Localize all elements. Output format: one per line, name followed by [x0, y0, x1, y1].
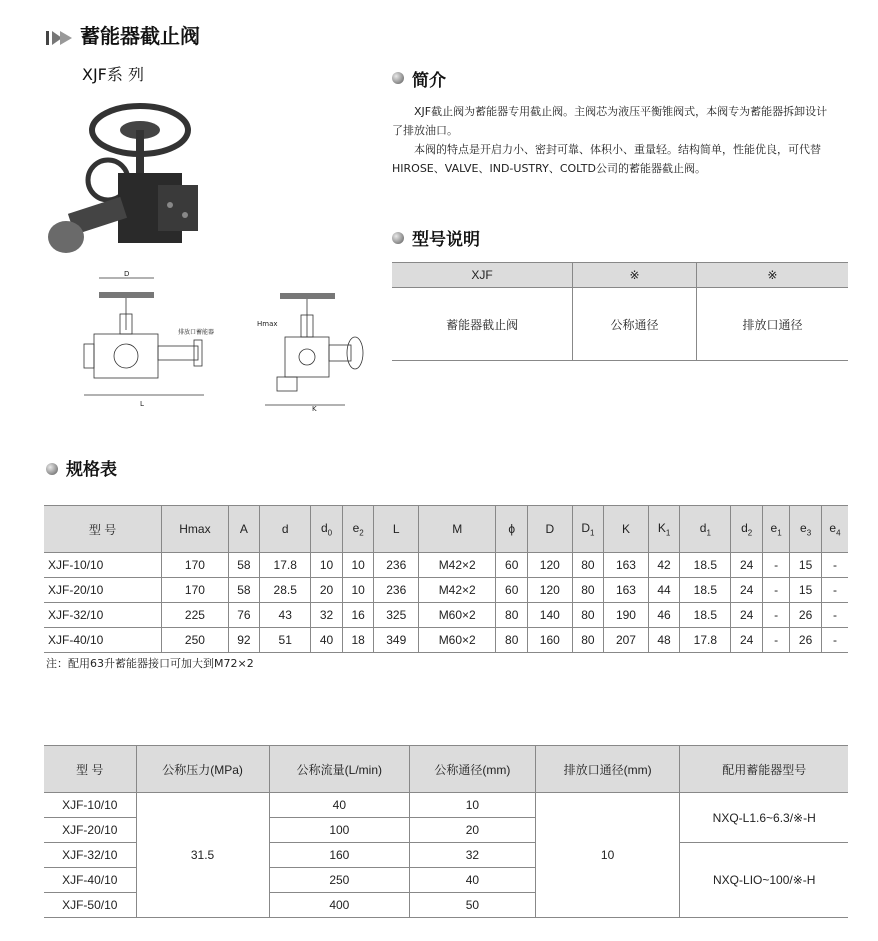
perf-model: XJF-20/10: [44, 818, 136, 843]
spec-column-main: 型 号: [88, 522, 117, 537]
spec-column-main: L: [392, 522, 400, 536]
spec-cell: 18.5: [680, 553, 731, 578]
perf-bore: 20: [410, 818, 536, 843]
spec-cell: M60×2: [419, 603, 496, 628]
spec-cell: 60: [496, 578, 528, 603]
perf-model: XJF-32/10: [44, 843, 136, 868]
perf-flow: 250: [269, 868, 410, 893]
intro-paragraph: 本阀的特点是开启力小、密封可靠、体积小、重量轻。结构简单，性能优良，可代替HIROSE、VALVE、IND-USTRY、COLTD公司的蓄能器截止阀。: [392, 143, 821, 175]
spec-column-header: [44, 506, 162, 553]
label-D: D: [124, 270, 130, 278]
front-view-drawing: [44, 270, 214, 415]
spec-cell: 207: [604, 628, 649, 653]
spec-cell: 163: [604, 553, 649, 578]
model-code-table: [392, 262, 848, 361]
spec-cell: 17.8: [260, 553, 311, 578]
spec-column-main: e: [770, 520, 778, 535]
spec-column-header: [731, 506, 763, 553]
spec-column-header: [311, 506, 343, 553]
spec-cell: 32: [311, 603, 343, 628]
spec-column-sub: 0: [327, 528, 333, 538]
perf-bore: 40: [410, 868, 536, 893]
label-drain: 排放口蓄能器: [178, 329, 215, 336]
perf-column-header: 型 号: [44, 746, 136, 793]
spec-cell: 349: [374, 628, 419, 653]
table-row: [44, 628, 848, 653]
spec-cell: M42×2: [419, 578, 496, 603]
spec-cell: 26: [790, 628, 822, 653]
spec-column-main: d: [699, 520, 707, 535]
intro-heading: 简介: [412, 71, 446, 91]
spec-cell: 26: [790, 603, 822, 628]
model-heading: 型号说明: [412, 230, 480, 250]
spec-column-header: [374, 506, 419, 553]
spec-column-header: [162, 506, 228, 553]
spec-column-header: [419, 506, 496, 553]
spec-cell: 24: [731, 553, 763, 578]
spec-column-sub: 2: [359, 528, 364, 538]
spec-column-header: [496, 506, 528, 553]
spec-column-main: e: [352, 520, 360, 535]
spec-cell: M60×2: [419, 628, 496, 653]
model-code-cell: 公称通径: [573, 288, 697, 361]
spec-cell: 51: [260, 628, 311, 653]
spec-heading: 规格表: [66, 460, 117, 480]
spec-cell: 76: [228, 603, 260, 628]
table-row: [44, 553, 848, 578]
perf-accumulator: NXQ-LIO~100/※-H: [680, 843, 848, 918]
spec-cell: 225: [162, 603, 228, 628]
spec-cell: -: [762, 628, 789, 653]
spec-column-sub: 4: [836, 528, 841, 538]
perf-column-header: 公称压力(MPa): [136, 746, 269, 793]
spec-column-header: [648, 506, 680, 553]
spec-cell: 325: [374, 603, 419, 628]
spec-cell: 20: [311, 578, 343, 603]
spec-cell: 236: [374, 578, 419, 603]
perf-flow: 40: [269, 793, 410, 818]
label-L: L: [140, 400, 144, 408]
spec-column-main: d: [741, 520, 748, 535]
spec-column-main: Hmax: [179, 522, 211, 536]
spec-column-header: [528, 506, 573, 553]
spec-column-header: [762, 506, 789, 553]
spec-cell: 24: [731, 603, 763, 628]
spec-cell: 160: [528, 628, 573, 653]
spec-cell: -: [821, 553, 848, 578]
spec-column-header: [342, 506, 374, 553]
spec-cell: 43: [260, 603, 311, 628]
label-K: K: [312, 405, 317, 413]
spec-column-header: [604, 506, 649, 553]
model-code-cell: 蓄能器截止阀: [392, 288, 573, 361]
perf-pressure: 31.5: [136, 793, 269, 918]
spec-cell: 24: [731, 578, 763, 603]
intro-text: [392, 102, 837, 178]
spec-column-main: K: [621, 522, 630, 536]
spec-cell: 80: [572, 553, 604, 578]
page-title: 蓄能器截止阀: [80, 24, 200, 48]
spec-cell: -: [762, 603, 789, 628]
spec-column-sub: 1: [777, 528, 782, 538]
spec-cell: 163: [604, 578, 649, 603]
spec-cell: 80: [572, 603, 604, 628]
spec-column-main: D: [581, 520, 590, 535]
spec-cell: 236: [374, 553, 419, 578]
spec-cell: 17.8: [680, 628, 731, 653]
spec-cell: -: [821, 578, 848, 603]
spec-cell: 140: [528, 603, 573, 628]
spec-cell: 18: [342, 628, 374, 653]
spec-cell: 170: [162, 553, 228, 578]
spec-column-sub: 1: [706, 528, 711, 538]
spec-column-sub: 1: [590, 528, 595, 538]
intro-paragraph: XJF截止阀为蓄能器专用截止阀。主阀芯为液压平衡锥阀式，本阀专为蓄能器拆卸设计了排放油口。: [392, 105, 828, 137]
spec-column-header: [790, 506, 822, 553]
spec-cell: 40: [311, 628, 343, 653]
model-code-header: ※: [696, 263, 848, 288]
model-code-header: ※: [573, 263, 697, 288]
spec-cell: XJF-32/10: [44, 603, 162, 628]
product-photo: [40, 95, 220, 265]
spec-note: 注：配用63升蓄能器接口可加大到M72×2: [46, 657, 254, 670]
spec-cell: 18.5: [680, 578, 731, 603]
spec-cell: 10: [342, 553, 374, 578]
perf-column-header: 排放口通径(mm): [535, 746, 680, 793]
spec-cell: 15: [790, 553, 822, 578]
spec-cell: 48: [648, 628, 680, 653]
spec-cell: 80: [572, 578, 604, 603]
perf-model: XJF-50/10: [44, 893, 136, 918]
spec-cell: 10: [311, 553, 343, 578]
spec-cell: 80: [496, 603, 528, 628]
perf-flow: 100: [269, 818, 410, 843]
spec-column-main: M: [452, 522, 463, 536]
spec-cell: 42: [648, 553, 680, 578]
spec-cell: -: [821, 603, 848, 628]
model-bullet-icon: [392, 232, 404, 244]
spec-cell: 58: [228, 553, 260, 578]
spec-table: [44, 505, 848, 653]
spec-column-sub: 2: [747, 528, 753, 538]
label-Hmax: Hmax: [257, 320, 278, 328]
spec-cell: 46: [648, 603, 680, 628]
spec-cell: XJF-10/10: [44, 553, 162, 578]
spec-cell: 16: [342, 603, 374, 628]
spec-column-main: e: [829, 520, 837, 535]
spec-column-main: D: [545, 522, 555, 536]
spec-cell: M42×2: [419, 553, 496, 578]
spec-cell: 24: [731, 628, 763, 653]
spec-cell: -: [762, 578, 789, 603]
spec-cell: 60: [496, 553, 528, 578]
model-code-header: XJF: [392, 263, 573, 288]
title-arrow-icon: [46, 29, 76, 47]
side-view-drawing: [255, 285, 380, 415]
performance-table: [44, 745, 848, 918]
spec-bullet-icon: [46, 463, 58, 475]
spec-column-sub: 1: [665, 528, 671, 538]
spec-column-main: ϕ: [508, 522, 516, 536]
perf-model: XJF-40/10: [44, 868, 136, 893]
spec-cell: 120: [528, 553, 573, 578]
spec-column-header: [572, 506, 604, 553]
spec-column-header: [228, 506, 260, 553]
spec-cell: -: [821, 628, 848, 653]
perf-column-header: 公称流量(L/min): [269, 746, 410, 793]
spec-cell: 58: [228, 578, 260, 603]
spec-cell: -: [762, 553, 789, 578]
perf-drain: 10: [535, 793, 680, 918]
spec-column-header: [260, 506, 311, 553]
spec-cell: 92: [228, 628, 260, 653]
spec-column-main: A: [239, 522, 248, 536]
spec-cell: XJF-40/10: [44, 628, 162, 653]
model-code-cell: 排放口通径: [696, 288, 848, 361]
spec-cell: XJF-20/10: [44, 578, 162, 603]
spec-cell: 80: [572, 628, 604, 653]
perf-bore: 10: [410, 793, 536, 818]
perf-flow: 160: [269, 843, 410, 868]
spec-cell: 170: [162, 578, 228, 603]
spec-cell: 120: [528, 578, 573, 603]
spec-column-sub: 3: [806, 528, 812, 538]
perf-bore: 50: [410, 893, 536, 918]
perf-model: XJF-10/10: [44, 793, 136, 818]
intro-bullet-icon: [392, 72, 404, 84]
spec-cell: 28.5: [260, 578, 311, 603]
spec-column-header: [680, 506, 731, 553]
table-row: [44, 603, 848, 628]
spec-column-main: d: [320, 520, 328, 535]
spec-column-main: e: [800, 520, 807, 535]
spec-cell: 250: [162, 628, 228, 653]
perf-accumulator: NXQ-L1.6~6.3/※-H: [680, 793, 848, 843]
spec-cell: 10: [342, 578, 374, 603]
perf-column-header: 配用蓄能器型号: [680, 746, 848, 793]
perf-column-header: 公称通径(mm): [410, 746, 536, 793]
spec-cell: 18.5: [680, 603, 731, 628]
spec-cell: 80: [496, 628, 528, 653]
perf-flow: 400: [269, 893, 410, 918]
perf-bore: 32: [410, 843, 536, 868]
series-label: XJF系 列: [82, 65, 144, 84]
spec-column-header: [821, 506, 848, 553]
spec-column-main: K: [657, 520, 666, 535]
spec-cell: 190: [604, 603, 649, 628]
spec-column-main: d: [281, 522, 289, 536]
spec-cell: 15: [790, 578, 822, 603]
table-row: [44, 578, 848, 603]
spec-cell: 44: [648, 578, 680, 603]
